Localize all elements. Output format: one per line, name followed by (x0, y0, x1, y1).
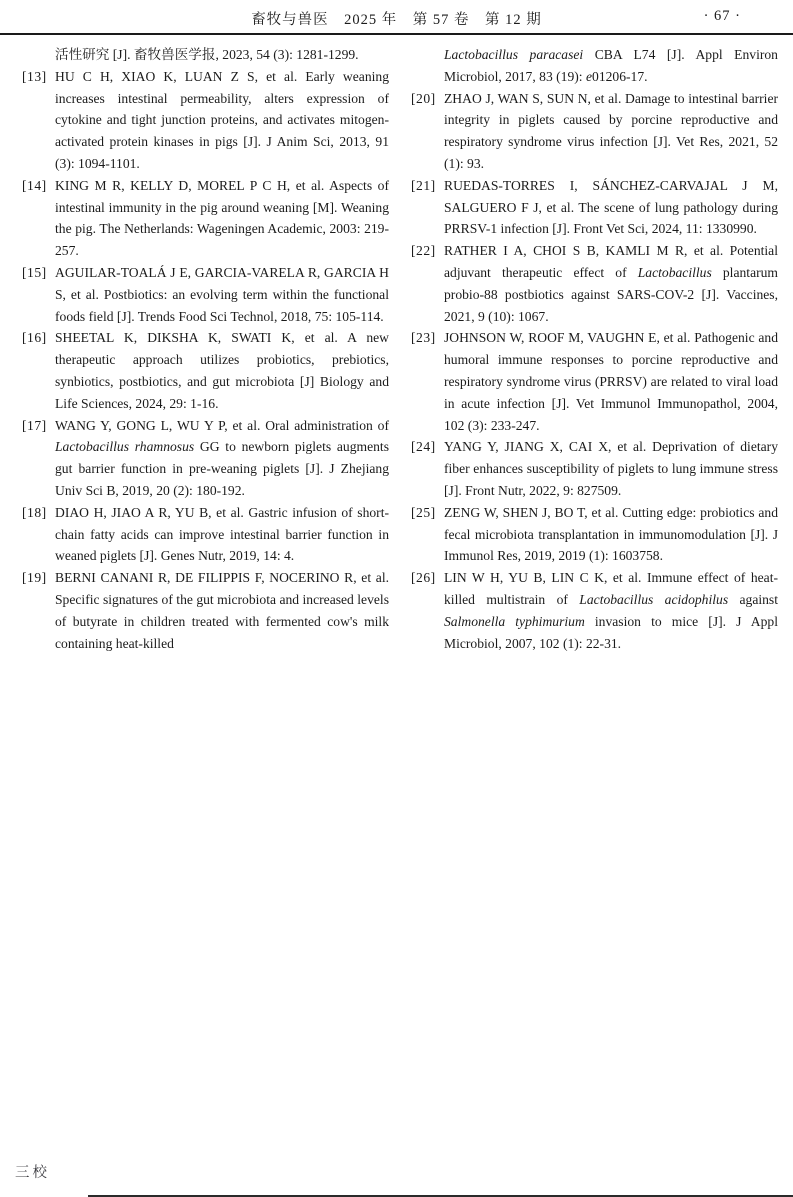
reference-text: YANG Y, JIANG X, CAI X, et al. Deprivation of dietary fiber enhances susceptibility of piglets to lung immune stress [J]. Front Nutr, 2022, 9: 827509. (444, 439, 778, 498)
reference-text: DIAO H, JIAO A R, YU B, et al. Gastric infusion of short-chain fatty acids can improve intestinal barrier function in weaned piglets [J]. Genes Nutr, 2019, 14: 4. (55, 504, 389, 564)
reference-item (22, 502, 389, 567)
reference-text: KING M R, KELLY D, MOREL P C H, et al. Aspects of intestinal immunity in the pig around weaning [M]. Weaning the pig. The Netherlands: Wageningen Academic, 2003: 219-257. (55, 177, 389, 259)
reference-item (411, 327, 778, 436)
reference-text: ZHAO J, WAN S, SUN N, et al. Damage to intestinal barrier integrity in piglets caused by porcine reproductive and respiratory syndrome virus infection [J]. Vet Res, 2021, 52 (1): 93. (444, 90, 778, 171)
reference-number: [25] (411, 504, 436, 520)
references-right-column (411, 44, 778, 654)
reference-item (22, 567, 389, 654)
reference-text: HU C H, XIAO K, LUAN Z S, et al. Early weaning increases intestinal permeability, alters expression of cytokine and tight junction proteins, and activates mitogen-activated protein kinases in pigs [J]. J Anim Sci, 2013, 91 (3): 1094-1101. (55, 68, 389, 171)
reference-item (22, 415, 389, 502)
reference-number: [23] (411, 330, 436, 346)
references-left-column (22, 44, 389, 654)
reference-item (22, 262, 389, 327)
reference-text: SHEETAL K, DIKSHA K, SWATI K, et al. A new therapeutic approach utilizes probiotics, prebiotics, synbiotics, postbiotics, and gut microbiota [J] Biology and Life Sciences, 2024, 29: 1-16. (55, 330, 389, 411)
reference-text: WANG Y, GONG L, WU Y P, et al. Oral administration of Lactobacillus rhamnosus GG to newborn piglets augments gut barrier function in pre-weaning piglets [J]. J Zhejiang Univ Sci B, 2019, 20 (2): 180-192. (55, 417, 389, 498)
reference-text: RUEDAS-TORRES I, SÁNCHEZ-CARVAJAL J M, SALGUERO F J, et al. The scene of lung pathology during PRRSV-1 infection [J]. Front Vet Sci, 2024, 11: 1330990. (444, 177, 778, 237)
reference-number: [22] (411, 243, 436, 259)
reference-text: BERNI CANANI R, DE FILIPPIS F, NOCERINO R, et al. Specific signatures of the gut microbiota and increased levels of butyrate in children treated with fermented cow's milk containing heat-killed (55, 570, 389, 651)
reference-item (411, 502, 778, 567)
reference-number: [26] (411, 570, 436, 586)
page-number: · 67 · (703, 8, 741, 24)
references-section (22, 44, 778, 654)
reference-item (411, 175, 778, 240)
journal-issue-line: 畜牧与兽医 2025 年 第 57 卷 第 12 期 (251, 12, 542, 28)
reference-text: LIN W H, YU B, LIN C K, et al. Immune effect of heat-killed multistrain of Lactobacillus acidophilus against Salmonella typhimurium invasion to mice [J]. J Appl Microbiol, 2007, 102 (1): 22-31. (444, 570, 778, 651)
reference-number: [19] (22, 570, 47, 586)
reference-item (22, 327, 389, 414)
reference-item (22, 175, 389, 262)
reference-number: [18] (22, 504, 47, 520)
reference-text: JOHNSON W, ROOF M, VAUGHN E, et al. Pathogenic and humoral immune responses to porcine reproductive and respiratory syndrome virus (PRRSV) are related to viral load in acute infection [J]. Vet Immunol Immunopathol, 2004, 102 (3): 233-247. (444, 330, 778, 433)
reference-number: [21] (411, 177, 436, 193)
proof-stage-label: 三校 (15, 1165, 50, 1181)
reference-number: [16] (22, 330, 47, 346)
reference-text: 活性研究 [J]. 畜牧兽医学报, 2023, 54 (3): 1281-1299. (55, 47, 359, 62)
reference-item (411, 44, 778, 88)
reference-item (22, 66, 389, 175)
reference-text: RATHER I A, CHOI S B, KAMLI M R, et al. Potential adjuvant therapeutic effect of Lactobacillus plantarum probio-88 postbiotics against SARS-COV-2 [J]. Vaccines, 2021, 9 (10): 1067. (444, 243, 778, 324)
reference-number: [13] (22, 68, 47, 84)
reference-item (411, 240, 778, 327)
reference-number: [24] (411, 439, 436, 455)
reference-text: ZENG W, SHEN J, BO T, et al. Cutting edge: probiotics and fecal microbiota transplantation in immunomodulation [J]. J Immunol Res, 2019, 2019 (1): 1603758. (444, 504, 778, 564)
reference-item (22, 44, 389, 66)
reference-text: AGUILAR-TOALÁ J E, GARCIA-VARELA R, GARCIA H S, et al. Postbiotics: an evolving term within the functional foods field [J]. Trends Food Sci Technol, 2018, 75: 105-114. (55, 264, 389, 324)
reference-number: [15] (22, 264, 47, 280)
reference-item (411, 88, 778, 175)
reference-item (411, 567, 778, 654)
reference-number: [17] (22, 417, 47, 433)
running-head (0, 8, 793, 32)
reference-item (411, 436, 778, 501)
reference-number: [14] (22, 177, 47, 193)
reference-text: Lactobacillus paracasei CBA L74 [J]. Appl Environ Microbiol, 2017, 83 (19): e01206-17. (444, 47, 778, 84)
reference-number: [20] (411, 90, 436, 106)
header-rule (0, 33, 793, 35)
